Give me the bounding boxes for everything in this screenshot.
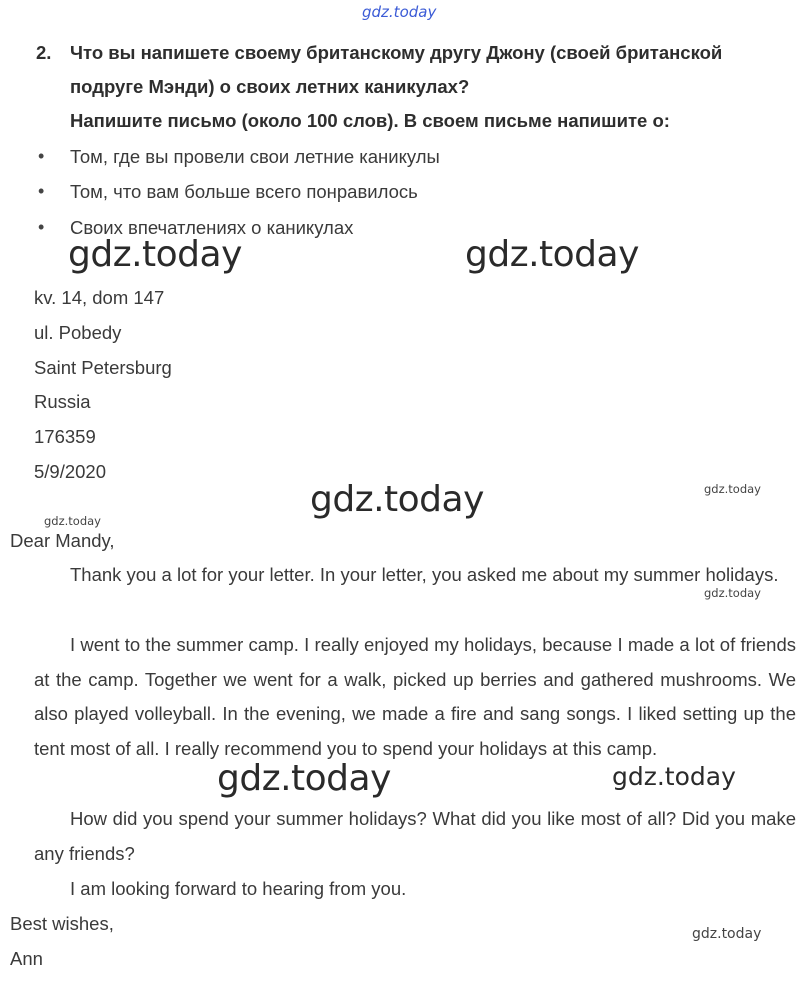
- bullet-item: Том, где вы провели свои летние каникулы: [70, 146, 440, 167]
- letter-paragraph-2: I went to the summer camp. I really enjoyed my holidays, because I made a lot of friends at the camp. Together we went for a walk, picked up berries and gathered mushrooms. We also played volleyball. In the evening, we made a fire and sang songs. I liked setting up the tent most of all. I really recommend you to spend your holidays at this camp.: [34, 634, 796, 759]
- address-line: Saint Petersburg: [34, 357, 172, 378]
- bullet-dot: •: [38, 146, 45, 166]
- letter-date: 5/9/2020: [34, 461, 107, 482]
- address-line: 176359: [34, 426, 96, 447]
- letter-greeting: Dear Mandy,: [10, 530, 115, 551]
- letter-closing: Best wishes,: [10, 913, 114, 934]
- letter-paragraph-3: How did you spend your summer holidays? What did you like most of all? Did you make any friends?: [34, 808, 796, 864]
- task-line-2: подруге Мэнди) о своих летних каникулах?: [70, 76, 470, 97]
- bullet-dot: •: [38, 217, 45, 237]
- letter-signature: Ann: [10, 948, 43, 969]
- address-line: kv. 14, dom 147: [34, 287, 165, 308]
- watermark-medium: gdz.today: [612, 762, 736, 791]
- bullet-item: Том, что вам больше всего понравилось: [70, 181, 418, 202]
- watermark-small: gdz.today: [692, 926, 762, 942]
- watermark-small: gdz.today: [704, 482, 761, 496]
- letter-paragraph-4: I am looking forward to hearing from you.: [70, 878, 407, 899]
- watermark-large: gdz.today: [217, 758, 391, 799]
- address-line: Russia: [34, 391, 91, 412]
- watermark-large: gdz.today: [68, 234, 242, 275]
- task-line-3: Напишите письмо (около 100 слов). В своем письме напишите о:: [70, 110, 670, 131]
- task-line-1: Что вы напишете своему британскому другу Джону (своей британской: [70, 42, 723, 63]
- letter-paragraph-1: Thank you a lot for your letter. In your letter, you asked me about my summer holidays.: [70, 564, 779, 585]
- watermark-large: gdz.today: [465, 234, 639, 275]
- watermark-large: gdz.today: [310, 479, 484, 520]
- task-number: 2.: [36, 42, 52, 63]
- bullet-item: Своих впечатлениях о каникулах: [70, 217, 354, 238]
- watermark-small: gdz.today: [704, 586, 761, 600]
- watermark-top: gdz.today: [362, 3, 437, 21]
- watermark-small: gdz.today: [44, 514, 101, 528]
- address-line: ul. Pobedy: [34, 322, 122, 343]
- bullet-dot: •: [38, 181, 45, 201]
